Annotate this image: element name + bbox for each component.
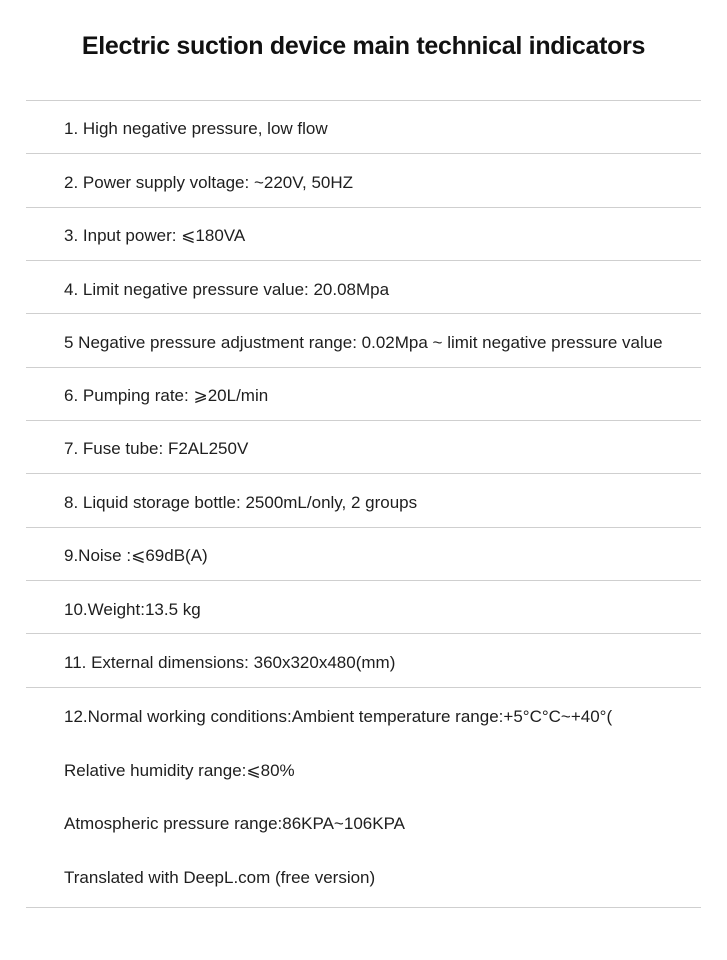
divider: [26, 527, 701, 528]
divider: [26, 420, 701, 421]
humidity-range: Relative humidity range:⩽80%: [64, 761, 295, 780]
divider: [26, 687, 701, 688]
divider: [26, 907, 701, 908]
divider: [26, 367, 701, 368]
spec-item-5: 5 Negative pressure adjustment range: 0.02Mpa ~ limit negative pressure value: [64, 333, 663, 352]
spec-item-7: 7. Fuse tube: F2AL250V: [64, 439, 249, 458]
divider: [26, 473, 701, 474]
divider: [26, 100, 701, 101]
working-conditions-heading: 12.Normal working conditions:Ambient temperature range:+5°C°C~+40°(: [64, 707, 613, 726]
divider: [26, 580, 701, 581]
spec-item-1: 1. High negative pressure, low flow: [64, 119, 328, 138]
spec-item-11: 11. External dimensions: 360x320x480(mm): [64, 653, 396, 672]
page-title: Electric suction device main technical indicators: [81, 32, 646, 60]
divider: [26, 153, 701, 154]
spec-item-8: 8. Liquid storage bottle: 2500mL/only, 2 groups: [64, 493, 418, 512]
spec-item-3: 3. Input power: ⩽180VA: [64, 226, 246, 245]
divider: [26, 313, 701, 314]
atmospheric-pressure-range: Atmospheric pressure range:86KPA~106KPA: [64, 814, 405, 833]
spec-item-4: 4. Limit negative pressure value: 20.08Mpa: [64, 280, 390, 299]
spec-item-9: 9.Noise :⩽69dB(A): [64, 546, 208, 565]
divider: [26, 207, 701, 208]
spec-item-10: 10.Weight:13.5 kg: [64, 600, 201, 619]
divider: [26, 260, 701, 261]
spec-item-6: 6. Pumping rate: ⩾20L/min: [64, 386, 269, 405]
spec-item-2: 2. Power supply voltage: ~220V, 50HZ: [64, 173, 354, 192]
translation-note: Translated with DeepL.com (free version): [64, 868, 376, 887]
divider: [26, 633, 701, 634]
